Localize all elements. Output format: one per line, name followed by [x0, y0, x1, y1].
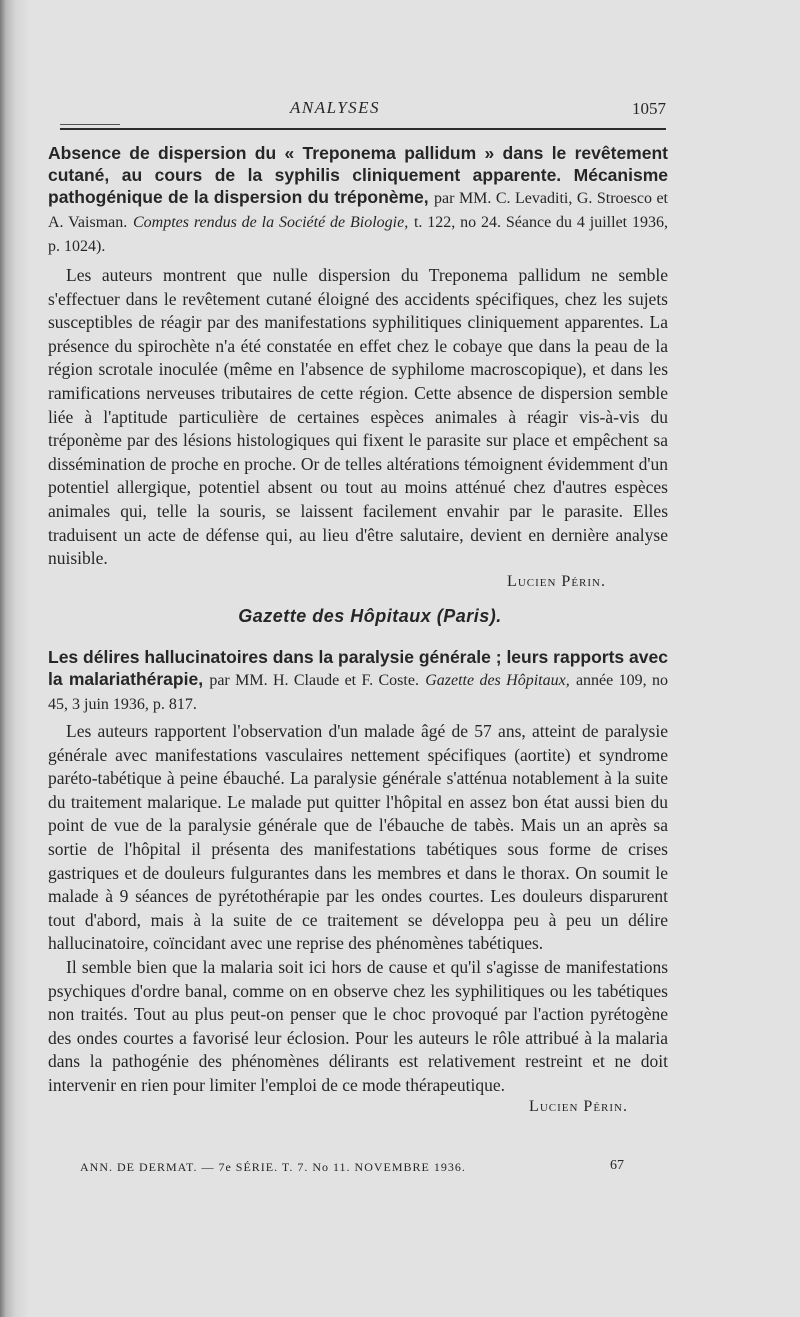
- article-1-body: Les auteurs montrent que nulle dispersion du Treponema pallidum ne semble s'effectuer dans le revêtement cutané éloigné des accidents spécifiques, chez les sujets susceptibles de réagir par des manifestations syphilitiques cliniquement apparentes. La présence du spirochète n'a été constatée en effet chez le cobaye que dans la peau de la région scrotale inoculée (même en l'absence de syphilome macroscopique), et dans les ramifications nerveuses tributaires de cette région. Cette absence de dispersion semble liée à l'aptitude particulière de certaines espèces animales à réagir vis-à-vis du tréponème par des lésions histologiques qui fixent le parasite sur place et empêchent sa dissémination de proche en proche. Or de telles altérations témoignent évidemment d'un potentiel allergique, potentiel absent ou tout au moins atténué chez d'autres espèces animales qui, telle la souris, se laissent facilement envahir par le parasite. Elles traduisent un acte de défense qui, au lieu d'être salutaire, devient en dernière analyse nuisible.: [48, 265, 668, 569]
- article-2-signature: Lucien Périn.: [529, 1097, 628, 1115]
- footer-imprint: ANN. DE DERMAT. — 7e SÉRIE. T. 7. No 11. NOVEMBRE 1936.: [80, 1160, 466, 1174]
- running-title: ANALYSES: [290, 98, 381, 117]
- header-rule: [60, 128, 666, 130]
- article-2-paragraph-1: Les auteurs rapportent l'observation d'un malade âgé de 57 ans, atteint de paralysie générale avec manifestations vasculaires nettement spécifiques (aortite) et syndrome paréto-tabétique à peine ébauché. La paralysie générale s'atténua notablement à la suite du traitement malarique. Le malade put quitter l'hôpital en assez bon état aussi bien du point de vue de la paralysie générale que de l'ébauche de tabès. Mais un an après sa sortie de l'hôpital il présenta des manifestations tabétiques sous forme de crises gastriques et de douleurs fulgurantes dans les membres et dans le thorax. On soumit le malade à 9 séances de pyrétothérapie par les ondes courtes. Les douleurs disparurent tout d'abord, mais à la suite de ce traitement se développa peu à peu un délire hallucinatoire, coïncidant avec une reprise des phénomènes tabétiques.: [48, 721, 668, 954]
- article-2-citation: Gazette des Hôpitaux,: [425, 672, 570, 689]
- article-2-citation-details: année 109, no 45, 3 juin 1936, p. 817.: [48, 672, 669, 713]
- article-2-heading: [48, 646, 668, 716]
- article-1: [48, 142, 668, 591]
- article-1-authors: par MM. C. Levaditi, G. Stroesco et A. Vaisman.: [48, 190, 669, 231]
- journal-heading: Gazette des Hôpitaux (Paris).: [238, 606, 502, 626]
- article-1-signature: Lucien Périn.: [507, 572, 606, 590]
- article-2-authors: par MM. H. Claude et F. Coste.: [209, 672, 419, 689]
- article-1-heading: [48, 142, 668, 258]
- article-2-paragraph-2: Il semble bien que la malaria soit ici hors de cause et qu'il s'agisse de manifestations psychiques d'ordre banal, comme on en observe chez les syphilitiques ou les tabétiques non traités. Tout au plus peut-on penser que le choc provoqué par l'action pyrétogène des ondes courtes a favorisé leur éclosion. Pour les auteurs le rôle attribué à la malaria dans la pathogénie des phénomènes délirants est relativement restreint et ne doit intervenir en rien pour limiter l'emploi de ce mode thérapeutique.: [48, 956, 668, 1095]
- article-1-citation: Comptes rendus de la Société de Biologie,: [132, 214, 409, 231]
- header-rule-short: [60, 124, 120, 125]
- footer-sheet-number: 67: [610, 1158, 624, 1173]
- article-2: [48, 646, 668, 1116]
- article-1-title: Absence de dispersion du « Treponema pallidum » dans le revêtement cutané, au cours de la syphilis cliniquement apparente. Mécanisme pathogénique de la dispersion du tréponème,: [48, 143, 668, 207]
- page-number: 1057: [632, 99, 666, 118]
- article-2-title: Les délires hallucinatoires dans la paralysie générale ; leurs rapports avec la malariathérapie,: [48, 647, 668, 689]
- article-1-citation-details: t. 122, no 24. Séance du 4 juillet 1936, p. 1024).: [48, 214, 668, 255]
